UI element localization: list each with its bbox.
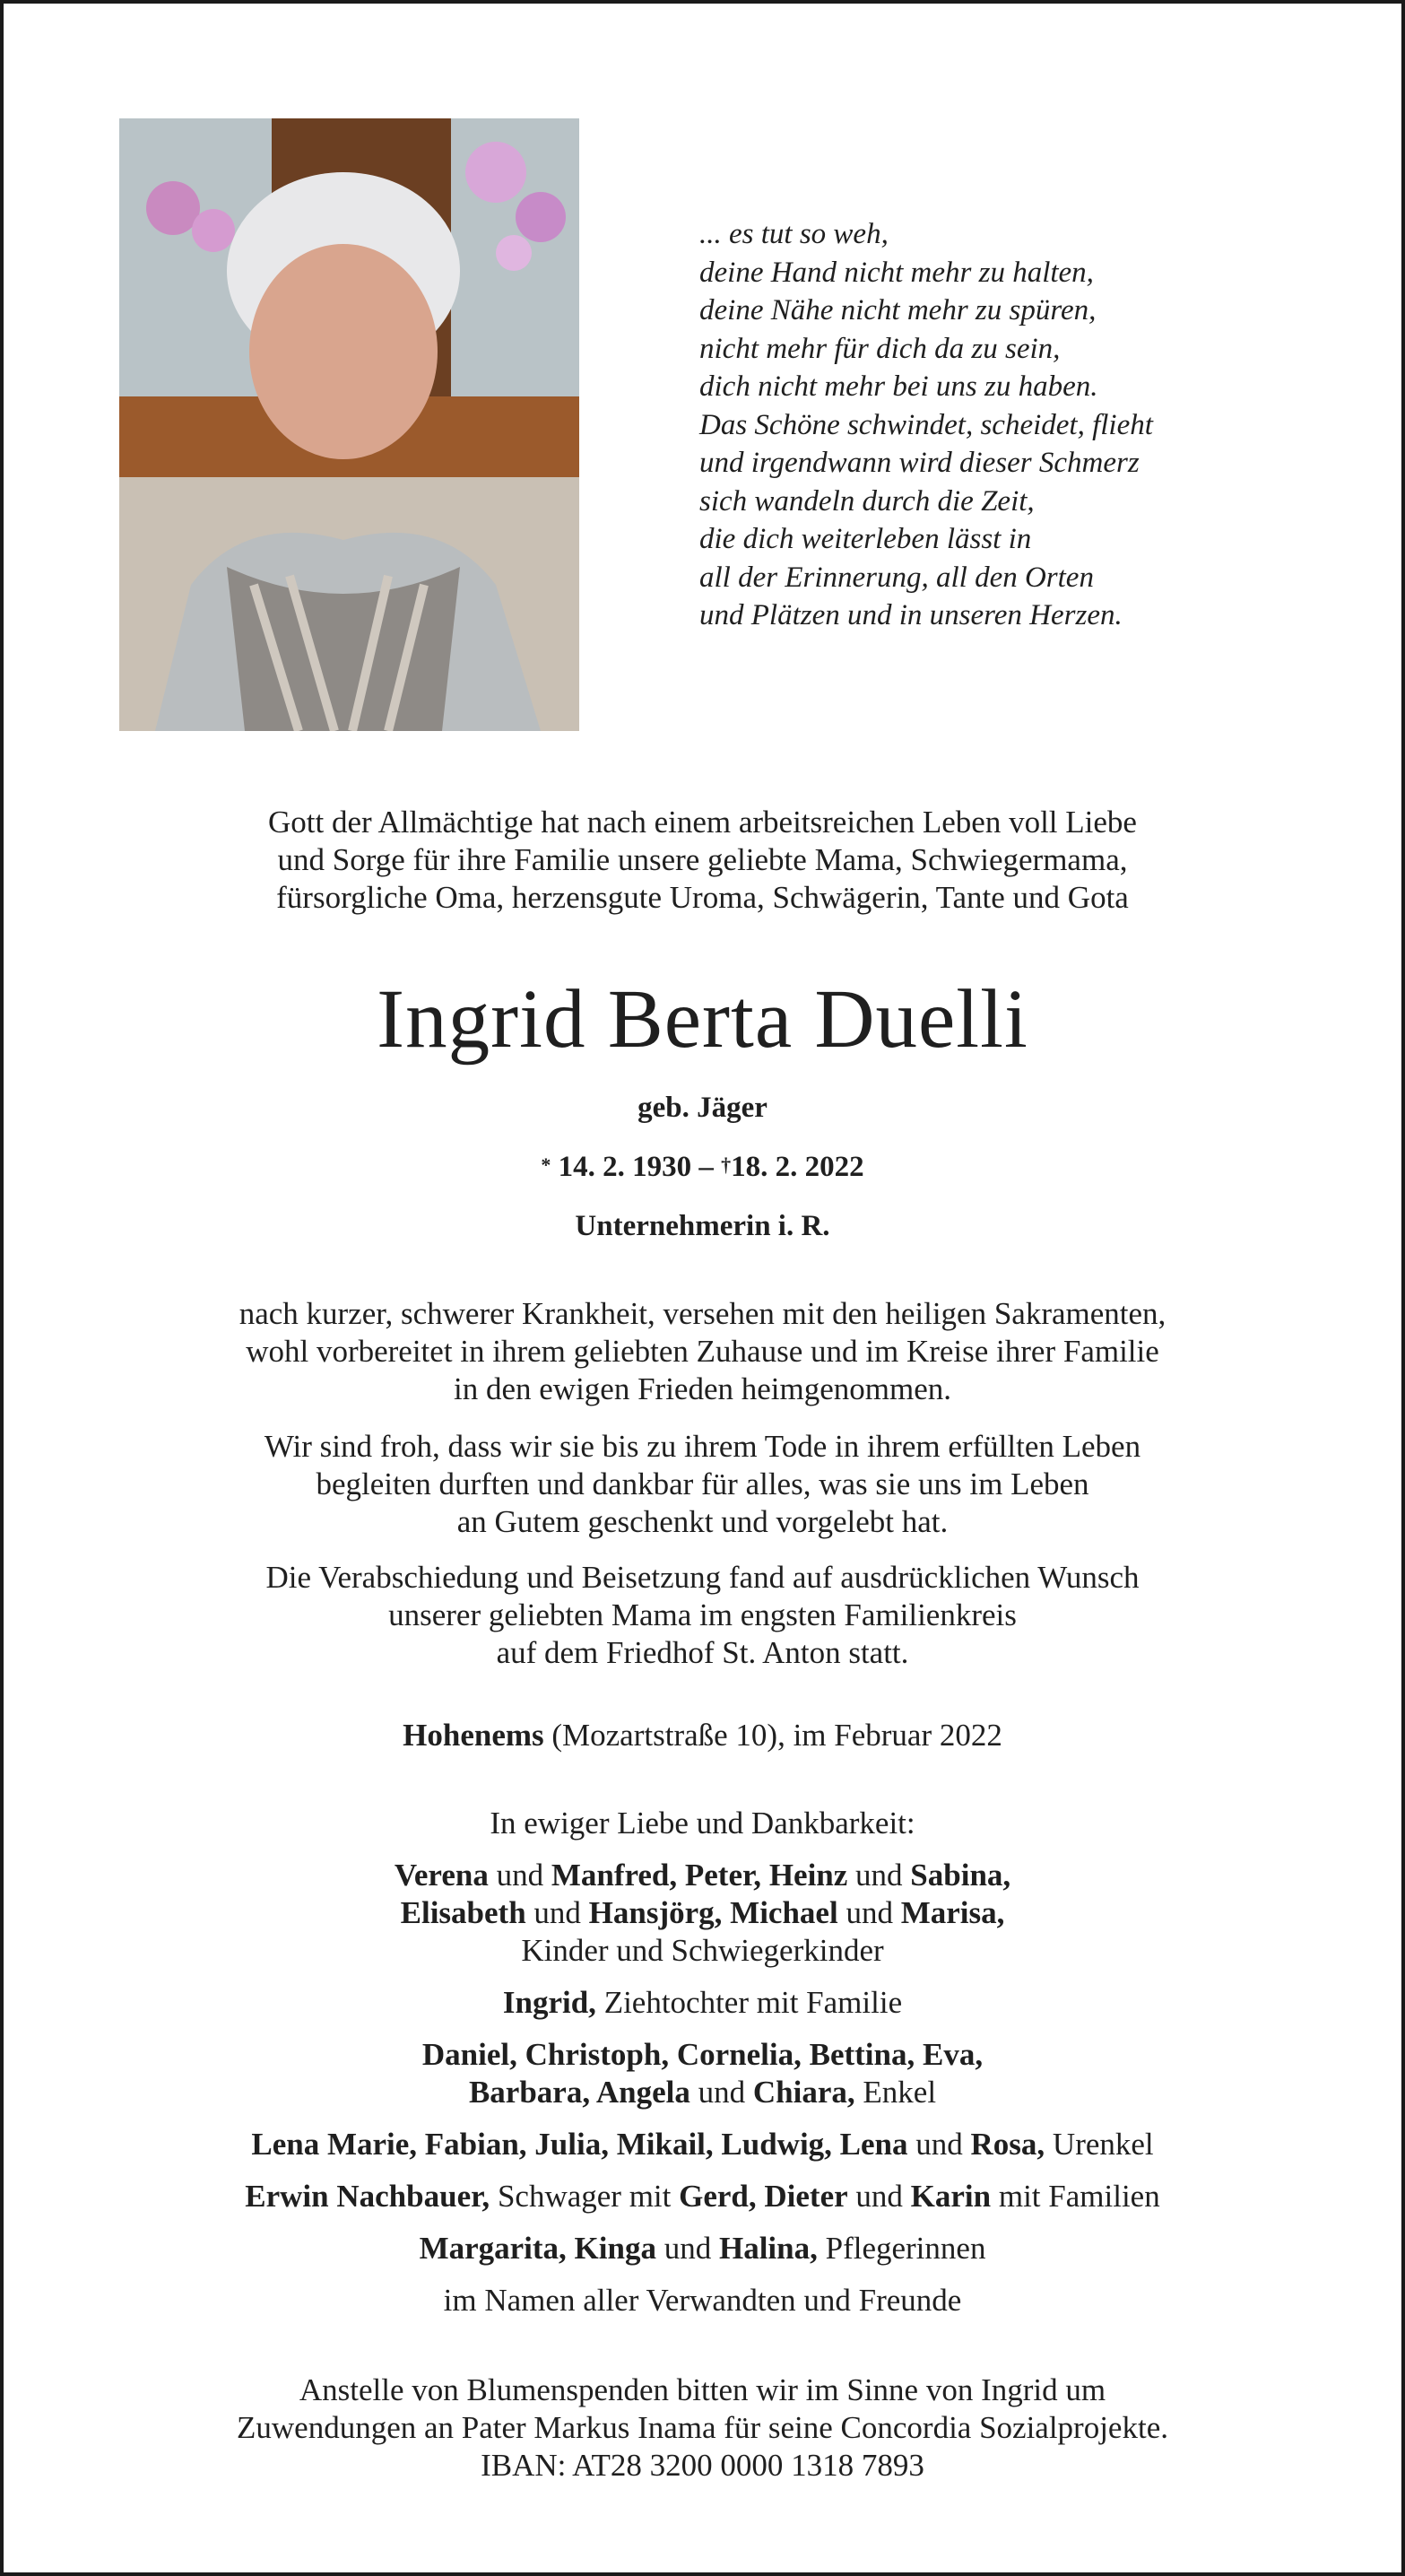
mourners-header: In ewiger Liebe und Dankbarkeit: <box>490 1806 915 1841</box>
relation-label: Enkel <box>854 2075 937 2110</box>
mourner-name: Hansjörg, <box>588 1895 723 1930</box>
birth-symbol: * <box>541 1153 551 1176</box>
conjunction: und <box>689 2075 753 2110</box>
relation-label: mit Familien <box>991 2179 1160 2214</box>
intro-line: fürsorgliche Oma, herzensgute Uroma, Schwägerin, Tante und Gota <box>276 880 1129 915</box>
portrait-illustration <box>119 118 579 731</box>
conjunction: und <box>525 1895 589 1930</box>
mourner-name: Manfred, <box>551 1858 678 1893</box>
mourner-name: Gerd, <box>679 2179 757 2214</box>
mourner-name: Sabina, <box>910 1858 1011 1893</box>
mourner-name: Michael <box>722 1895 838 1930</box>
intro-line: und Sorge für ihre Familie unsere geliebte Mama, Schwiegermama, <box>277 842 1128 877</box>
iban-line: IBAN: AT28 3200 0000 1318 7893 <box>481 2448 924 2483</box>
mourner-name: Karin <box>910 2179 992 2214</box>
relation-label: Pflegerinnen <box>817 2231 986 2266</box>
mourner-name: Peter, <box>677 1858 762 1893</box>
poem-line: sich wandeln durch die Zeit, <box>699 484 1035 518</box>
mourner-name: Ingrid, <box>502 1985 596 2020</box>
mourner-name: Erwin Nachbauer, <box>245 2179 490 2214</box>
profession: Unternehmerin i. R. <box>575 1210 830 1242</box>
closing-line: im Namen aller Verwandten und Freunde <box>443 2283 962 2318</box>
paragraph-line: wohl vorbereitet in ihrem geliebten Zuhause und im Kreise ihrer Familie <box>246 1334 1159 1369</box>
date-separator: – <box>698 1151 714 1183</box>
mourner-name: Dieter <box>756 2179 848 2214</box>
poem-line: und Plätzen und in unseren Herzen. <box>699 599 1123 631</box>
conjunction: und <box>655 2231 719 2266</box>
children-line <box>4 1857 1401 1894</box>
paragraph-line: nach kurzer, schwerer Krankheit, versehen mit den heiligen Sakramenten, <box>239 1296 1166 1331</box>
place-date-line <box>4 1717 1401 1754</box>
paragraph-passing <box>4 1295 1401 1408</box>
mourner-names: Daniel, Christoph, Cornelia, Bettina, Eva, <box>421 2037 984 2072</box>
paragraph-funeral <box>4 1559 1401 1672</box>
donation-line: Zuwendungen an Pater Markus Inama für seine Concordia Sozialprojekte. <box>237 2410 1168 2445</box>
paragraph-line: begleiten durften und dankbar für alles, was sie uns im Leben <box>316 1466 1089 1501</box>
announcement-intro <box>4 804 1401 917</box>
poem-line: all der Erinnerung, all den Orten <box>699 561 1094 594</box>
poem-line: und irgendwann wird dieser Schmerz <box>699 447 1140 479</box>
birth-date: 14. 2. 1930 <box>558 1151 692 1183</box>
paragraph-line: Wir sind froh, dass wir sie bis zu ihrem Tode in ihrem erfüllten Leben <box>264 1429 1141 1464</box>
mourner-names: Lena Marie, Fabian, Julia, Mikail, Ludwig, Lena <box>251 2127 908 2162</box>
relation-label: Schwager mit <box>490 2179 680 2214</box>
great-grandchildren-line <box>4 2126 1401 2163</box>
mourner-name: Marisa, <box>900 1895 1005 1930</box>
paragraph-line: in den ewigen Frieden heimgenommen. <box>454 1371 951 1406</box>
poem-line: ... es tut so weh, <box>699 218 889 250</box>
mourner-name: Chiara, <box>752 2075 855 2110</box>
mourner-name: Elisabeth <box>400 1895 526 1930</box>
place-rest: (Mozartstraße 10), im Februar 2022 <box>543 1718 1002 1753</box>
donation-note <box>4 2371 1401 2485</box>
grandchildren-line <box>4 2036 1401 2074</box>
mourner-name: Halina, <box>718 2231 818 2266</box>
death-symbol: † <box>721 1153 732 1176</box>
poem-line: dich nicht mehr bei uns zu haben. <box>699 370 1098 403</box>
mourner-names: Barbara, Angela <box>468 2075 690 2110</box>
caregivers-line <box>4 2230 1401 2267</box>
poem-line: die dich weiterleben lässt in <box>699 523 1032 555</box>
conjunction: und <box>847 1858 911 1893</box>
mourner-name: Verena <box>394 1858 489 1893</box>
donation-line: Anstelle von Blumenspenden bitten wir im Sinne von Ingrid um <box>299 2372 1106 2407</box>
place-city: Hohenems <box>403 1718 544 1753</box>
poem-line: deine Hand nicht mehr zu halten, <box>699 256 1094 289</box>
foster-line <box>4 1984 1401 2022</box>
paragraph-line: an Gutem geschenkt und vorgelebt hat. <box>456 1504 949 1539</box>
deceased-name: Ingrid Berta Duelli <box>377 973 1028 1066</box>
death-date: 18. 2. 2022 <box>731 1151 864 1183</box>
life-dates <box>4 1149 1401 1185</box>
intro-line: Gott der Allmächtige hat nach einem arbeitsreichen Leben voll Liebe <box>268 805 1137 840</box>
relation-label: Urenkel <box>1045 2127 1154 2162</box>
paragraph-line: unserer geliebten Mama im engsten Familienkreis <box>388 1597 1017 1632</box>
paragraph-line: Die Verabschiedung und Beisetzung fand auf ausdrücklichen Wunsch <box>265 1560 1140 1595</box>
poem-line: nicht mehr für dich da zu sein, <box>699 332 1061 365</box>
children-line <box>4 1894 1401 1932</box>
conjunction: und <box>837 1895 901 1930</box>
mourner-names: Margarita, Kinga <box>419 2231 656 2266</box>
paragraph-line: auf dem Friedhof St. Anton statt. <box>496 1635 909 1670</box>
poem-line: Das Schöne schwindet, scheidet, flieht <box>699 408 1153 441</box>
conjunction: und <box>907 2127 971 2162</box>
poem-line: deine Nähe nicht mehr zu spüren, <box>699 294 1097 326</box>
conjunction: und <box>847 2179 911 2214</box>
conjunction: und <box>488 1858 551 1893</box>
portrait-photo <box>119 118 579 731</box>
poem <box>699 215 1327 635</box>
brother-in-law-line <box>4 2178 1401 2215</box>
children-label: Kinder und Schwiegerkinder <box>521 1933 884 1968</box>
mourners-list <box>4 1805 1401 2334</box>
mourner-name: Rosa, <box>970 2127 1045 2162</box>
born-name: geb. Jäger <box>637 1092 768 1124</box>
mourner-name: Heinz <box>761 1858 848 1893</box>
grandchildren-line <box>4 2074 1401 2111</box>
relation-label: Ziehtochter mit Familie <box>595 1985 903 2020</box>
paragraph-gratitude <box>4 1428 1401 1541</box>
